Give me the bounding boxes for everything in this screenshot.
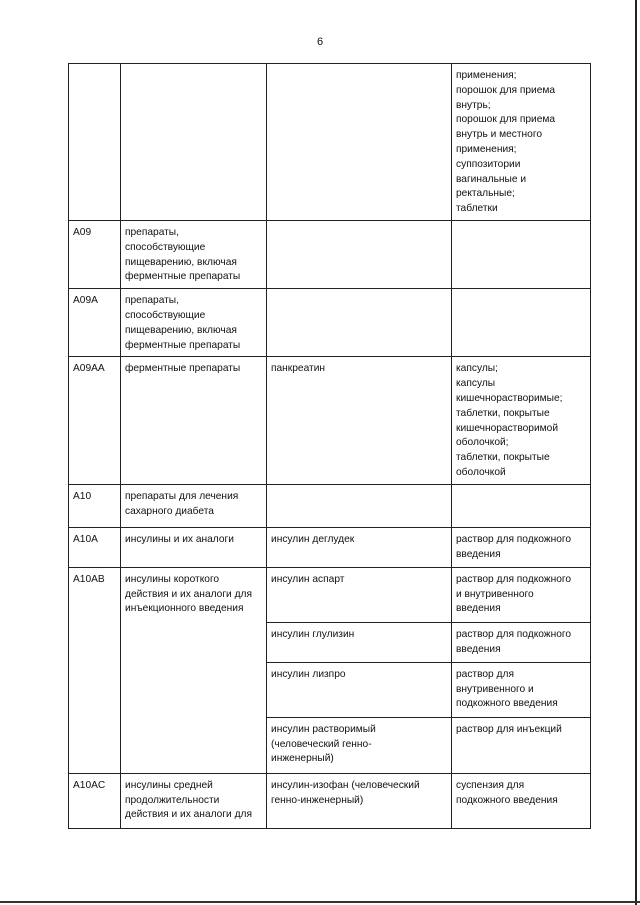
cell-text-line: действия и их аналоги для [125,809,252,821]
drug-list-table [68,63,591,829]
cell-text-line: инсулин лизпро [271,668,346,680]
cell-text-line: подкожного введения [456,698,558,710]
group-name-cell [121,357,267,484]
cell-text-line: раствор для инъекций [456,723,562,735]
dosage-form-cell [452,357,591,484]
dosage-form-cell [452,220,591,288]
cell-text-line: внутрь; [456,99,491,111]
cell-text-line: инсулин-изофан (человеческий [271,779,420,791]
cell-text-line: вагинальные и [456,173,527,185]
cell-text-line: подкожного введения [456,794,558,806]
cell-text-line: A09 [73,226,92,238]
substance-cell [267,289,452,357]
group-name-cell [121,220,267,288]
cell-text-line: применения; [456,143,517,155]
table-row [69,484,591,527]
cell-text-line: оболочкой; [456,437,509,449]
substance-cell [267,527,452,567]
dosage-form-cell [452,567,591,622]
cell-text-line: продолжительности [125,794,220,806]
atc-code-cell [69,484,121,527]
cell-text-line: ферментные препараты [125,339,241,351]
atc-code-cell [69,289,121,357]
cell-text-line: препараты, [125,226,179,238]
atc-code-cell [69,357,121,484]
cell-text-line: кишечнорастворимой [456,422,559,434]
atc-code-cell [69,64,121,221]
cell-text-line: A10AB [73,573,105,585]
cell-text-line: инсулин растворимый [271,723,376,735]
substance-cell [267,717,452,773]
cell-text-line: таблетки, покрытые [456,407,550,419]
cell-text-line: инсулин деглудек [271,533,355,545]
dosage-form-cell [452,527,591,567]
cell-text-line: ферментные препараты [125,363,241,375]
cell-text-line: таблетки, покрытые [456,452,550,464]
table-row [69,64,591,221]
atc-code-cell [69,773,121,828]
cell-text-line: сахарного диабета [125,505,214,517]
cell-text-line: действия и их аналоги для [125,588,252,600]
substance-cell [267,357,452,484]
group-name-cell [121,773,267,828]
cell-text-line: капсулы; [456,363,498,375]
cell-text-line: капсулы [456,378,496,390]
cell-text-line: инсулин глулизин [271,628,355,640]
cell-text-line: ректальные; [456,188,515,200]
cell-text-line: A10A [73,533,98,545]
cell-text-line: A10 [73,490,92,502]
cell-text-line: панкреатин [271,363,326,375]
cell-text-line: оболочкой [456,466,506,478]
substance-cell [267,662,452,717]
cell-text-line: таблетки [456,203,498,215]
cell-text-line: внутрь и местного [456,129,543,141]
cell-text-line: раствор для [456,668,514,680]
cell-text-line: инсулины и их аналоги [125,533,234,545]
cell-text-line: инсулины средней [125,779,213,791]
cell-text-line: применения; [456,70,517,81]
cell-text-line: введения [456,548,501,560]
substance-cell [267,220,452,288]
dosage-form-cell [452,662,591,717]
cell-text-line: A09AA [73,363,105,375]
atc-code-cell [69,567,121,773]
scan-edge-bottom [0,901,640,903]
scan-edge-right [635,0,637,905]
cell-text-line: (человеческий генно- [271,738,372,750]
cell-text-line: порошок для приема [456,114,556,126]
table-row [69,220,591,288]
cell-text-line: раствор для подкожного [456,628,572,640]
dosage-form-cell [452,773,591,828]
cell-text-line: раствор для подкожного [456,533,572,545]
dosage-form-cell [452,289,591,357]
group-name-cell [121,527,267,567]
table-row [69,567,591,622]
cell-text-line: введения [456,603,501,615]
substance-cell [267,567,452,622]
substance-cell [267,622,452,662]
group-name-cell [121,484,267,527]
cell-text-line: инъекционного введения [125,603,244,615]
cell-text-line: способствующие [125,241,206,253]
table-row [69,289,591,357]
atc-code-cell [69,527,121,567]
table-row [69,527,591,567]
atc-code-cell [69,220,121,288]
cell-text-line: инженерный) [271,753,334,765]
cell-text-line: введения [456,643,501,655]
cell-text-line: генно-инженерный) [271,794,364,806]
group-name-cell [121,289,267,357]
cell-text-line: A10AC [73,779,106,791]
cell-text-line: инсулин аспарт [271,573,345,585]
cell-text-line: внутривенного и [456,683,534,695]
cell-text-line: препараты, [125,295,179,307]
cell-text-line: A09A [73,295,98,307]
cell-text-line: ферментные препараты [125,271,241,283]
cell-text-line: препараты для лечения [125,490,239,502]
substance-cell [267,773,452,828]
page-number: 6 [316,36,324,48]
substance-cell [267,64,452,221]
cell-text-line: инсулины короткого [125,573,220,585]
cell-text-line: суспензия для [456,779,525,791]
group-name-cell [121,567,267,773]
dosage-form-cell [452,484,591,527]
cell-text-line: суппозитории [456,158,521,170]
group-name-cell [121,64,267,221]
cell-text-line: порошок для приема [456,84,556,96]
cell-text-line: раствор для подкожного [456,573,572,585]
dosage-form-cell [452,622,591,662]
cell-text-line: пищеварению, включая [125,256,237,268]
table-row [69,773,591,828]
cell-text-line: способствующие [125,309,206,321]
substance-cell [267,484,452,527]
cell-text-line: пищеварению, включая [125,324,237,336]
table-row [69,357,591,484]
dosage-form-cell [452,64,591,221]
dosage-form-cell [452,717,591,773]
cell-text-line: и внутривенного [456,588,534,600]
cell-text-line: кишечнорастворимые; [456,392,563,404]
